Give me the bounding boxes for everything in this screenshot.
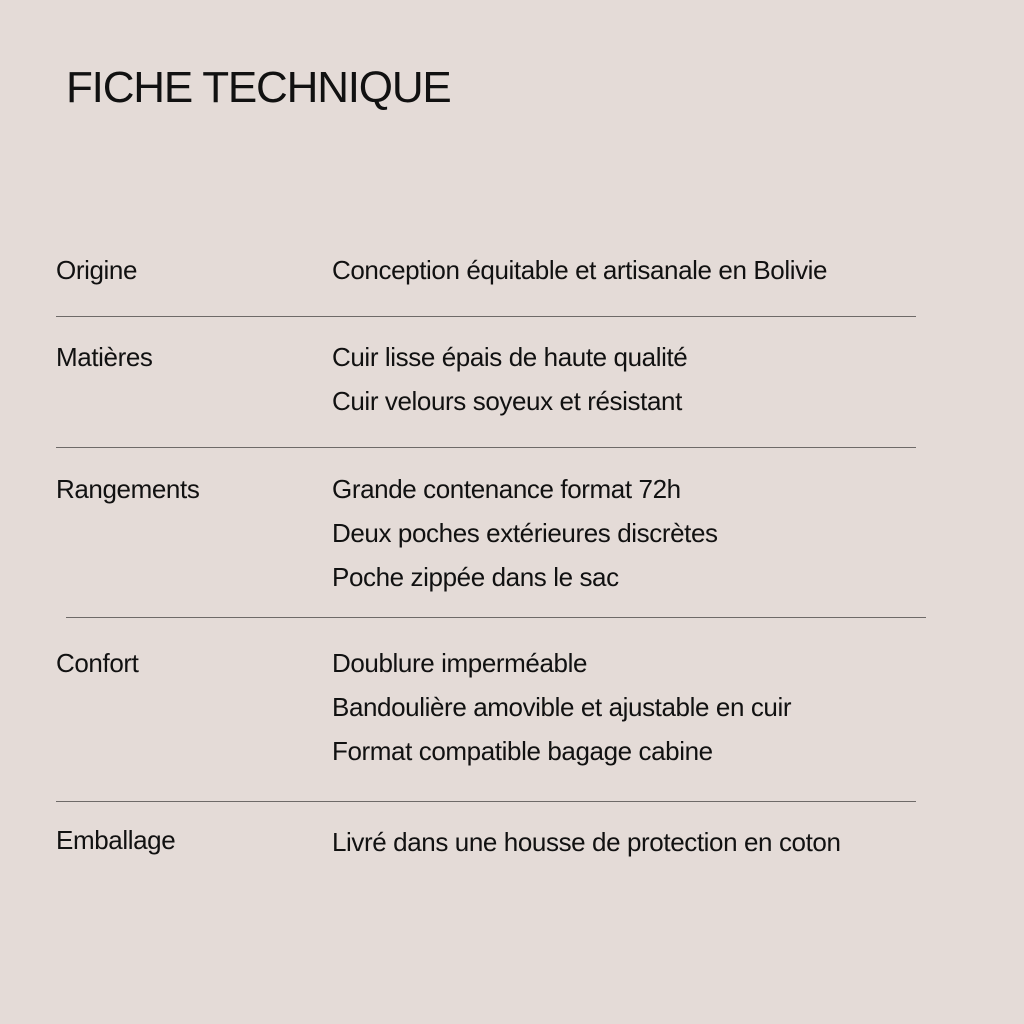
row-divider <box>66 617 926 618</box>
spec-values <box>332 820 841 864</box>
spec-label: Confort <box>56 648 139 678</box>
spec-values <box>332 467 718 599</box>
spec-value: Deux poches extérieures discrètes <box>332 518 718 548</box>
row-divider <box>56 316 916 317</box>
page-title: FICHE TECHNIQUE <box>66 63 451 112</box>
spec-value: Doublure imperméable <box>332 648 588 678</box>
spec-label: Rangements <box>56 474 200 504</box>
spec-values <box>332 335 687 423</box>
spec-values <box>332 248 827 292</box>
spec-value: Grande contenance format 72h <box>332 474 681 504</box>
spec-label: Matières <box>56 342 153 372</box>
row-divider <box>56 447 916 448</box>
spec-value: Livré dans une housse de protection en coton <box>332 827 841 857</box>
spec-value: Cuir lisse épais de haute qualité <box>332 342 688 372</box>
spec-value: Poche zippée dans le sac <box>332 562 619 592</box>
spec-label: Emballage <box>56 825 176 855</box>
spec-value: Conception équitable et artisanale en Bolivie <box>332 255 828 285</box>
spec-value: Format compatible bagage cabine <box>332 736 713 766</box>
spec-value: Cuir velours soyeux et résistant <box>332 386 682 416</box>
spec-value: Bandoulière amovible et ajustable en cuir <box>332 692 792 722</box>
row-divider <box>56 801 916 802</box>
spec-values <box>332 641 791 773</box>
spec-label: Origine <box>56 255 138 285</box>
